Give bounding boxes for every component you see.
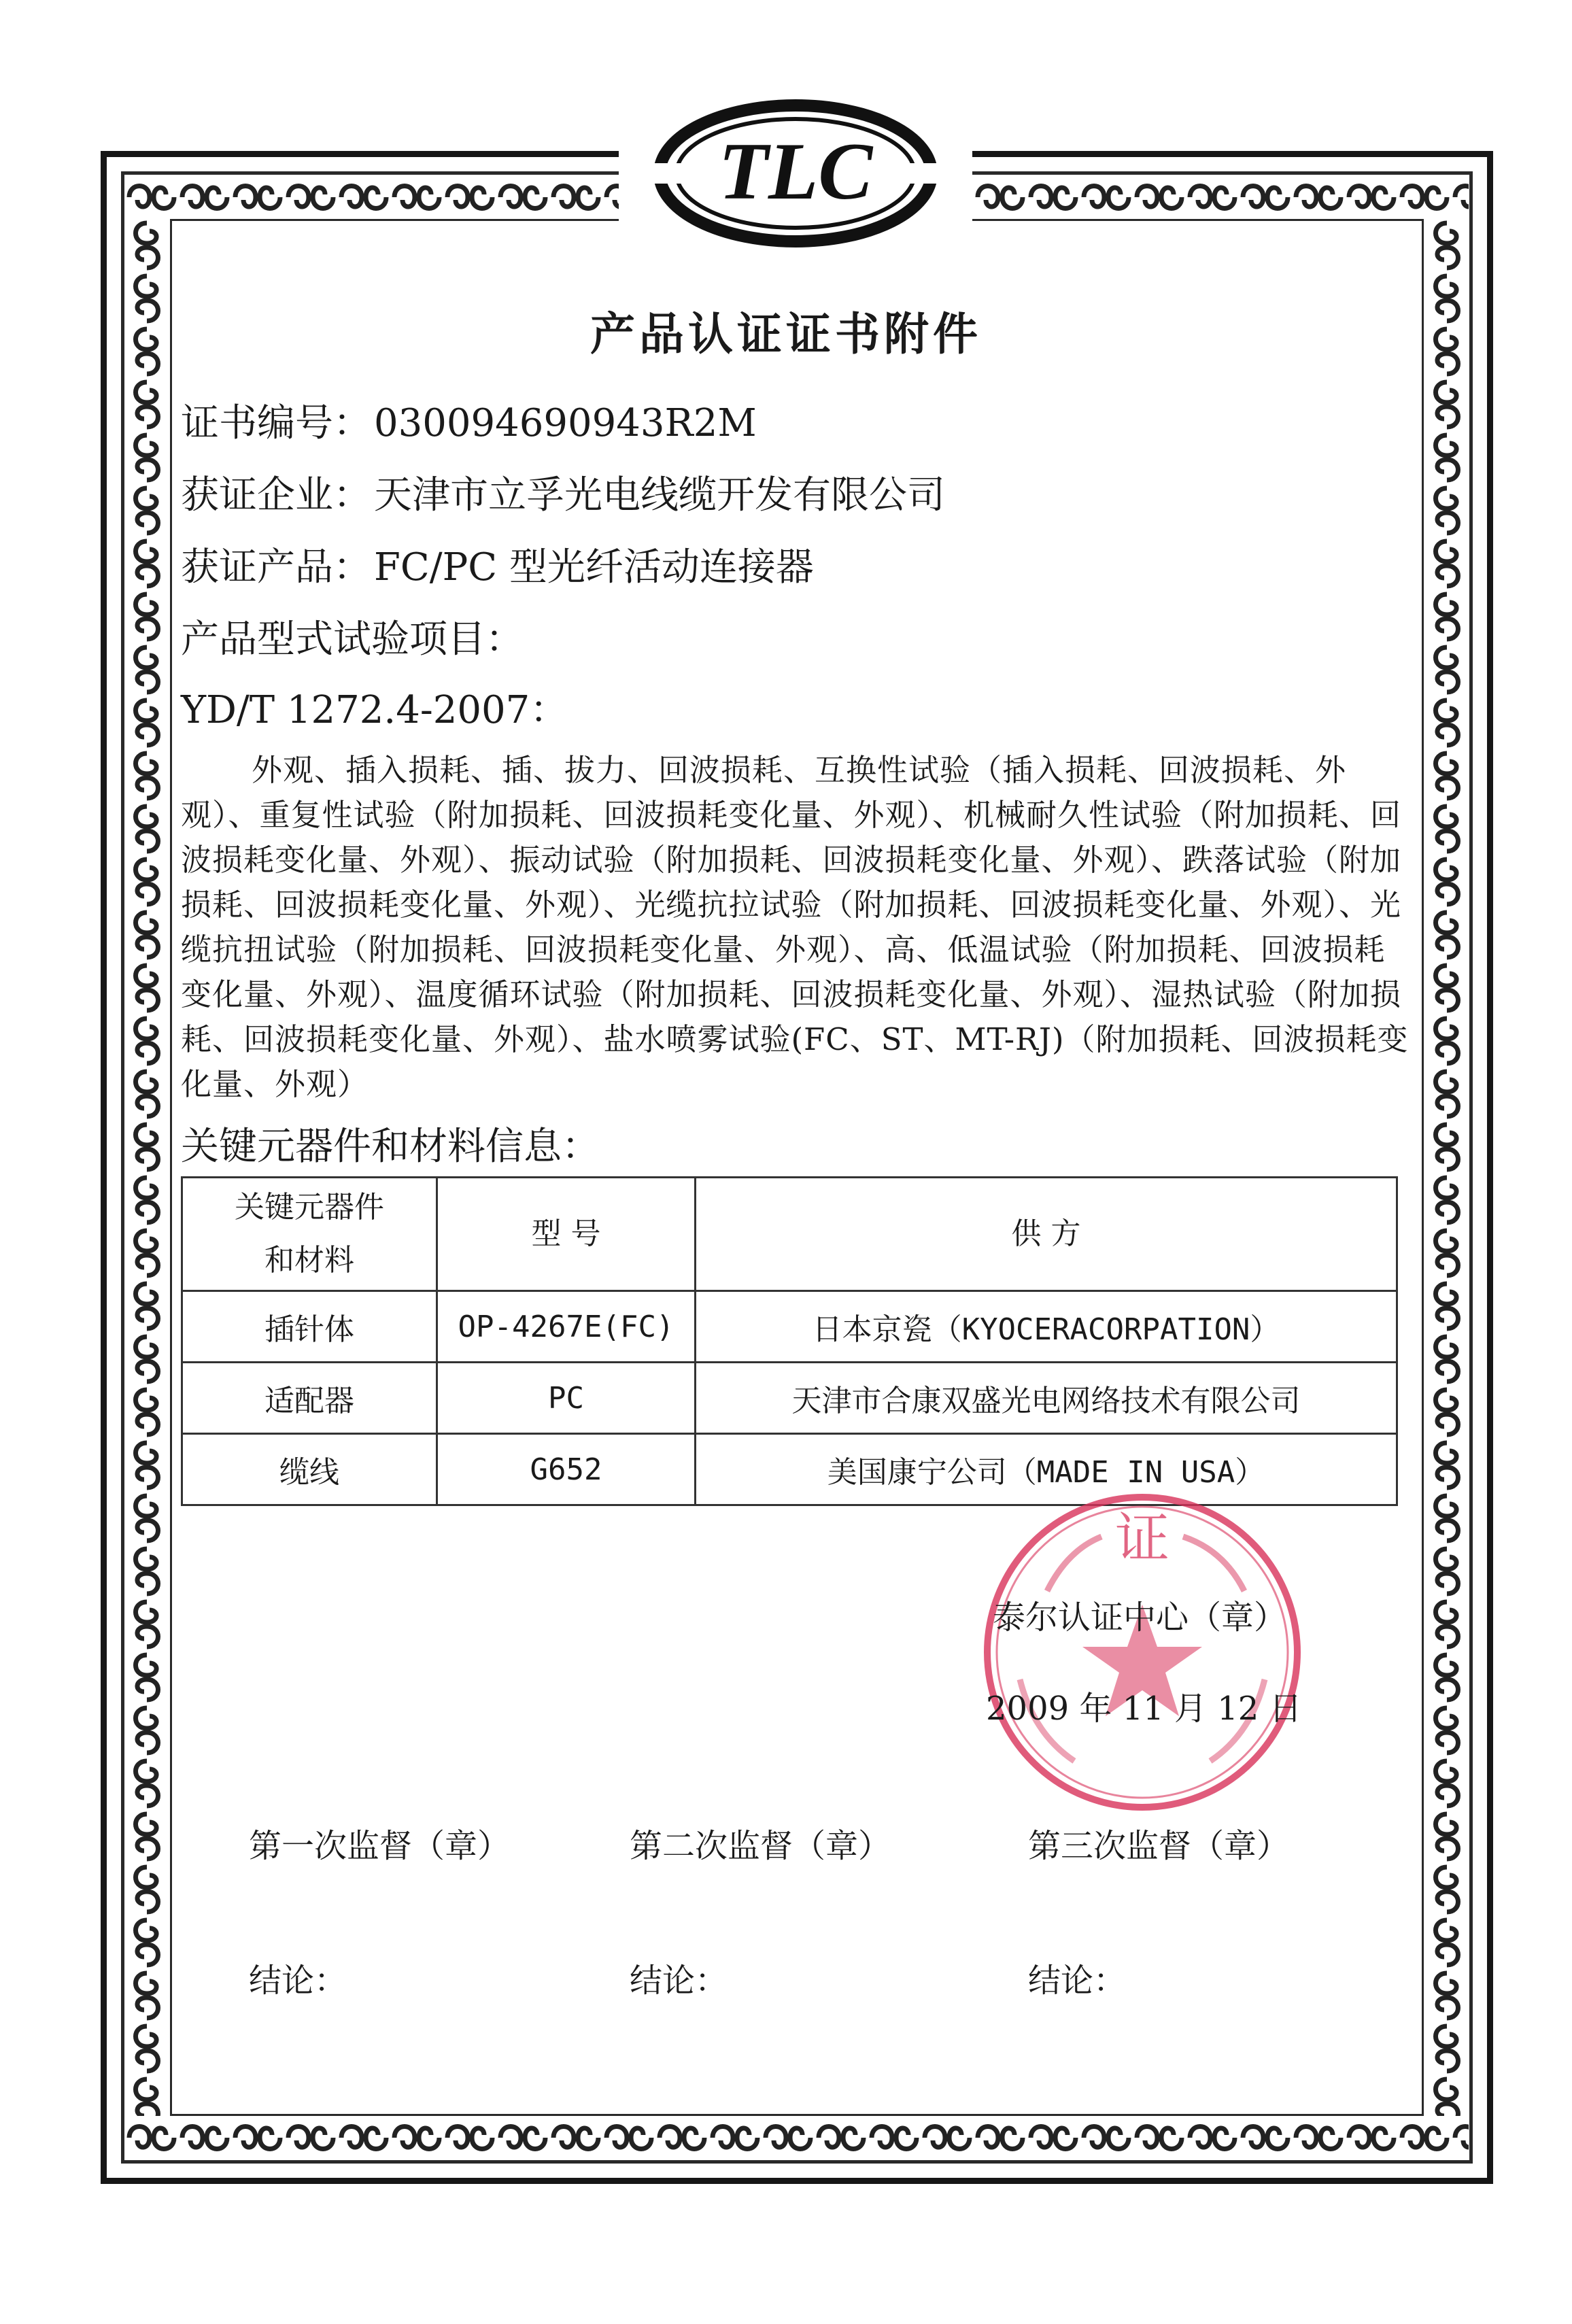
official-seal	[966, 1475, 1319, 1829]
company-value: 天津市立孚光电线缆开发有限公司	[374, 473, 945, 517]
header-model: 型 号	[437, 1178, 696, 1291]
tlc-logo	[639, 95, 952, 252]
product-line	[181, 537, 814, 592]
table-cell: OP-4267E(FC)	[437, 1291, 696, 1363]
certificate-number-value: 030094690943R2M	[374, 401, 757, 445]
standard-code: YD/T 1272.4-2007：	[181, 688, 568, 732]
materials-table	[181, 1176, 1398, 1506]
logo-text: TLC	[718, 126, 873, 216]
table-header-row	[182, 1178, 1397, 1291]
issue-date: 2009 年 11 月 12 日	[986, 1690, 1302, 1728]
second-conclusion: 结论：	[630, 1962, 728, 2000]
issuer-name: 泰尔认证中心（章）	[993, 1599, 1287, 1637]
first-supervision: 第一次监督（章）	[249, 1827, 511, 1865]
third-conclusion: 结论：	[1028, 1962, 1127, 2000]
certificate-number-line	[181, 393, 757, 447]
test-items-paragraph: 外观、插入损耗、插、拔力、回波损耗、互换性试验（插入损耗、回波损耗、外观）、重复性试验（附加损耗、回波损耗变化量、外观）、机械耐久性试验（附加损耗、回波损耗变化量、外观）、振动试验（附加损耗、回波损耗变化量、外观）、跌落试验（附加损耗、回波损耗变化量、外观）、光缆抗拉试验（附加损耗、回波损耗变化量、外观）、光缆抗扭试验（附加损耗、回波损耗变化量、外观）、高、低温试验（附加损耗、回波损耗变化量、外观）、温度循环试验（附加损耗、回波损耗变化量、外观）、湿热试验（附加损耗、回波损耗变化量、外观）、盐水喷雾试验(FC、ST、MT-RJ)（附加损耗、回波损耗变化量、外观）	[181, 752, 1409, 1102]
product-value: FC/PC 型光纤活动连接器	[374, 545, 814, 589]
header-component: 关键元器件 和材料	[182, 1178, 437, 1291]
product-label: 获证产品：	[181, 545, 371, 589]
second-supervision: 第二次监督（章）	[630, 1827, 891, 1865]
table-row	[182, 1291, 1397, 1363]
document-title: 产品认证证书附件	[590, 307, 982, 360]
table-cell: 插针体	[182, 1291, 437, 1363]
table-cell: G652	[437, 1434, 696, 1505]
ornament-bottom	[125, 2116, 1469, 2159]
table-cell: 美国康宁公司（MADE IN USA）	[696, 1434, 1397, 1505]
header-supplier: 供 方	[696, 1178, 1397, 1291]
table-cell: 适配器	[182, 1363, 437, 1434]
seal-text: 证	[1115, 1507, 1169, 1570]
first-conclusion: 结论：	[249, 1962, 347, 2000]
company-line	[181, 465, 945, 519]
table-cell: 日本京瓷（KYOCERACORPATION）	[696, 1291, 1397, 1363]
materials-section-title: 关键元器件和材料信息：	[181, 1125, 600, 1169]
ornament-right	[1425, 219, 1469, 2116]
certificate-number-label: 证书编号：	[181, 401, 371, 445]
table-cell: PC	[437, 1363, 696, 1434]
third-supervision: 第三次监督（章）	[1028, 1827, 1290, 1865]
table-cell: 缆线	[182, 1434, 437, 1505]
company-label: 获证企业：	[181, 473, 371, 517]
ornament-left	[125, 219, 169, 2116]
test-items-label: 产品型式试验项目：	[181, 617, 524, 662]
table-row	[182, 1363, 1397, 1434]
table-cell: 天津市合康双盛光电网络技术有限公司	[696, 1363, 1397, 1434]
